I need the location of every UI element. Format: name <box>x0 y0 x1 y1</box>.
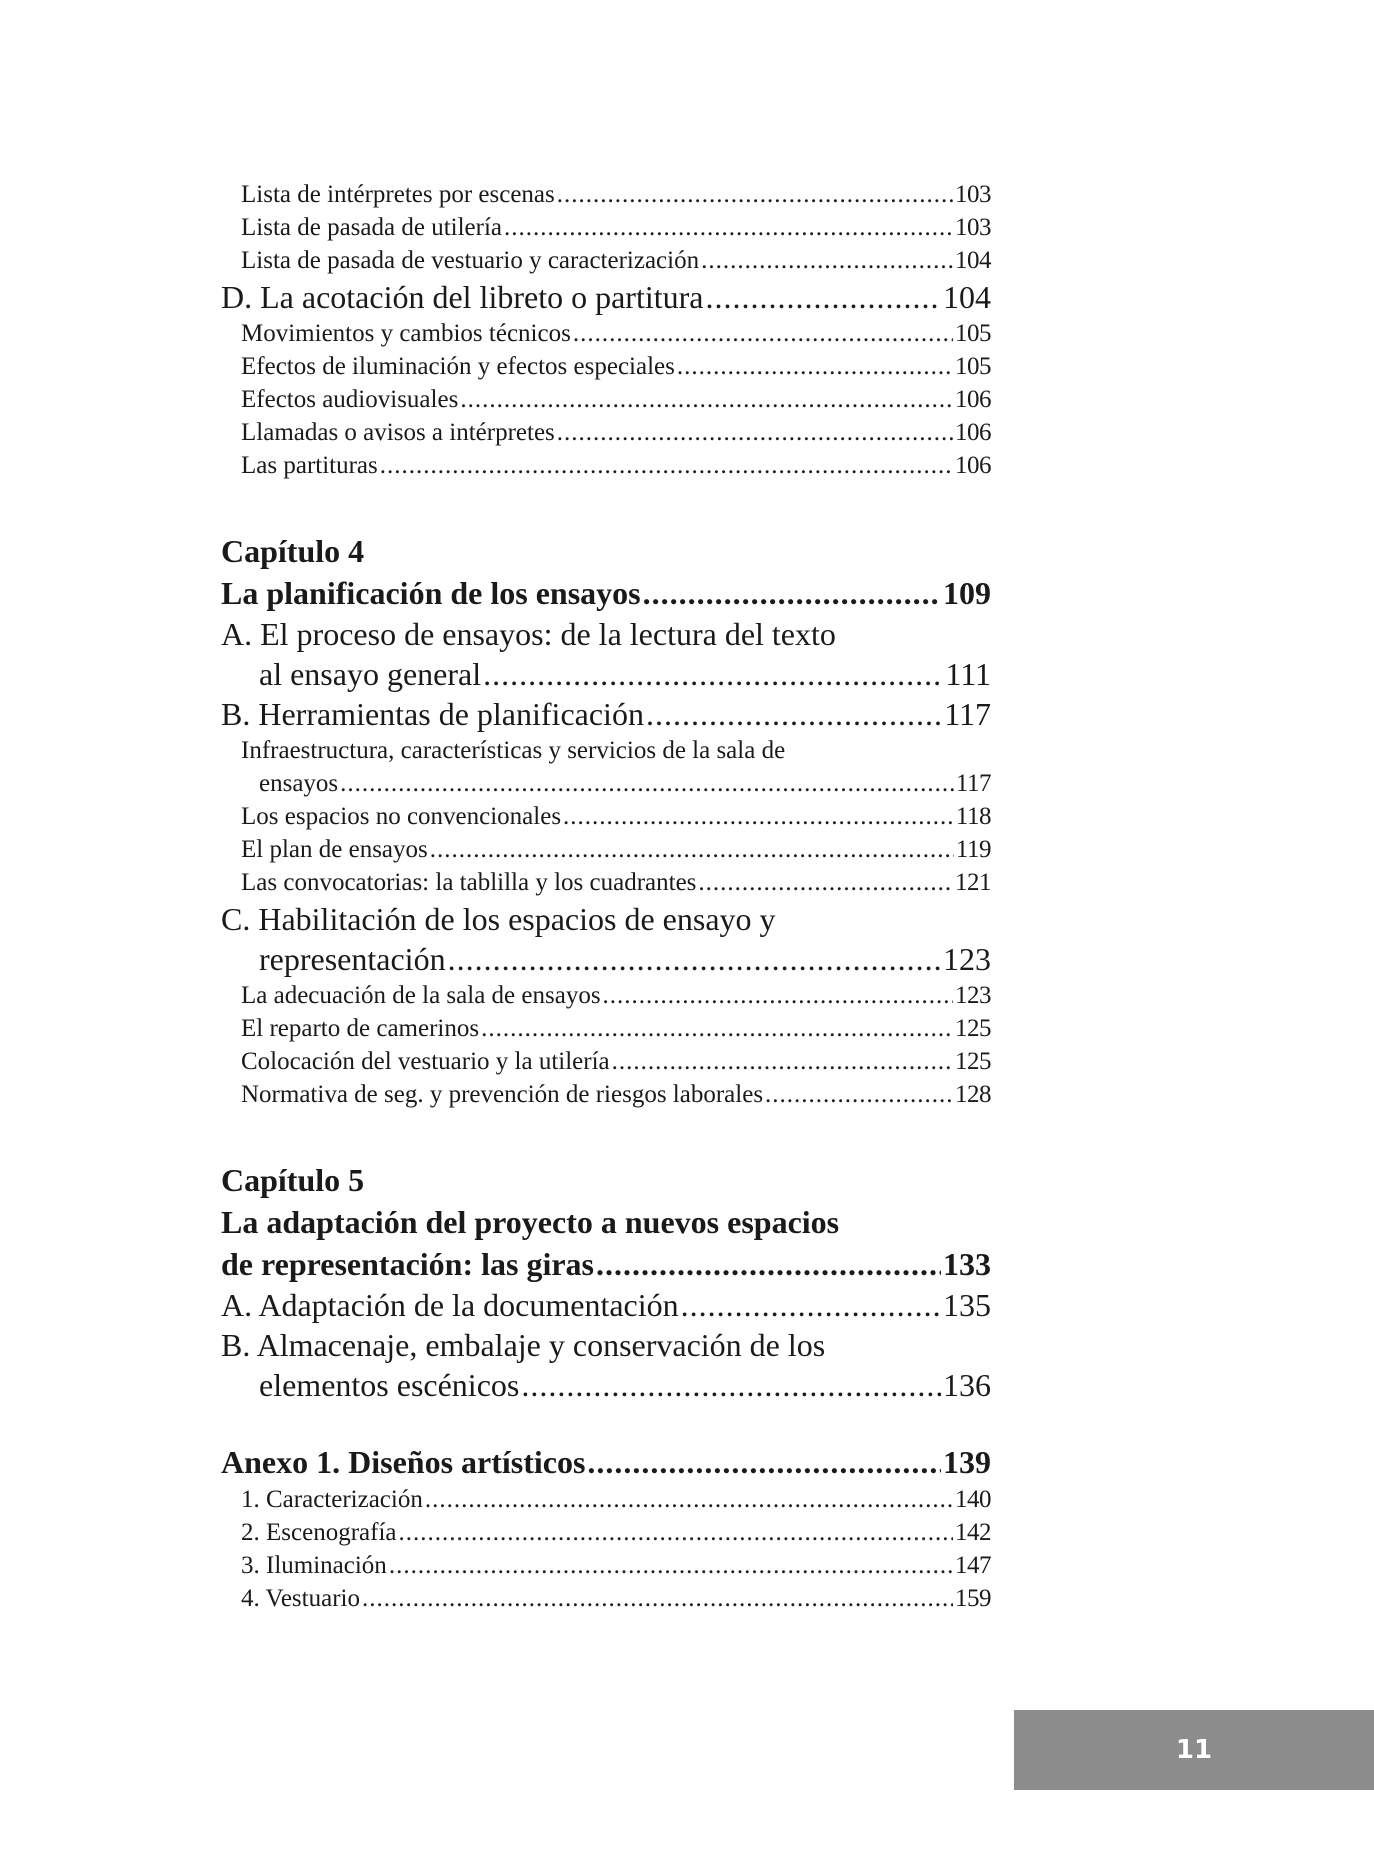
toc-entry-label: La adecuación de la sala de ensayos <box>241 982 601 1009</box>
dot-leader <box>481 1012 953 1045</box>
toc-entry-page: 105 <box>955 320 991 347</box>
dot-leader <box>557 178 953 211</box>
toc-entry-page: 125 <box>955 1015 991 1042</box>
chapter-title: de representación: las giras <box>221 1246 594 1282</box>
toc-entry-label: Lista de intérpretes por escenas <box>241 181 555 208</box>
dot-leader <box>681 1285 941 1325</box>
toc-entry-label: 1. Caracterización <box>241 1486 423 1513</box>
toc-section-label: A. Adaptación de la documentación <box>221 1287 679 1323</box>
dot-leader <box>425 1483 953 1516</box>
toc-entry-page: 105 <box>955 353 991 380</box>
toc-entry-label: Normativa de seg. y prevención de riesgos laborales <box>241 1081 764 1108</box>
toc-section-entry[interactable] <box>221 1365 991 1405</box>
toc-section-entry[interactable] <box>221 694 991 734</box>
toc-section-label: B. Herramientas de planificación <box>221 696 644 732</box>
toc-section-label: D. La acotación del libreto o partitura <box>221 279 704 315</box>
toc-entry[interactable] <box>221 317 991 350</box>
toc-entry[interactable] <box>221 211 991 244</box>
toc-section-label: representación <box>259 941 446 977</box>
annex-title: Anexo 1. Diseños artísticos <box>221 1444 586 1480</box>
toc-entry-page: 118 <box>955 803 991 830</box>
toc-entry-page: 123 <box>955 982 991 1009</box>
spacer <box>221 1405 991 1441</box>
toc-entry-label: Lista de pasada de vestuario y caracterización <box>241 247 700 274</box>
table-of-contents <box>221 178 991 1615</box>
toc-entry[interactable] <box>221 1045 991 1078</box>
toc-entry-label: 3. Iluminación <box>241 1552 387 1579</box>
toc-entry[interactable] <box>221 416 991 449</box>
toc-entry[interactable] <box>221 800 991 833</box>
dot-leader <box>557 416 953 449</box>
toc-entry-page: 106 <box>955 419 991 446</box>
toc-entry-label: Los espacios no convencionales <box>241 803 562 830</box>
toc-entry[interactable] <box>221 1549 991 1582</box>
dot-leader <box>563 800 954 833</box>
dot-leader <box>701 244 953 277</box>
toc-entry-page: 117 <box>955 770 991 797</box>
dot-leader <box>596 1243 941 1285</box>
toc-entry-page: 119 <box>955 836 991 863</box>
toc-entry[interactable] <box>221 383 991 416</box>
toc-entry[interactable] <box>221 767 991 800</box>
toc-section-page: 117 <box>944 696 991 732</box>
toc-entry-page: 121 <box>955 869 991 896</box>
toc-entry-page: 103 <box>955 181 991 208</box>
dot-leader <box>430 833 954 866</box>
dot-leader <box>573 317 953 350</box>
dot-leader <box>460 383 953 416</box>
page-number-badge <box>1014 1710 1374 1790</box>
chapter-title-entry[interactable] <box>221 572 991 614</box>
dot-leader <box>362 1582 953 1615</box>
toc-entry-page: 128 <box>955 1081 991 1108</box>
spacer <box>221 1111 991 1159</box>
toc-section-entry[interactable] <box>221 277 991 317</box>
chapter-title-entry[interactable] <box>221 1243 991 1285</box>
spacer <box>221 482 991 530</box>
dot-leader <box>521 1365 941 1405</box>
toc-section-page: 135 <box>943 1287 991 1323</box>
toc-entry-label: Las convocatorias: la tablilla y los cuadrantes <box>241 869 697 896</box>
toc-section-entry[interactable] <box>221 654 991 694</box>
toc-entry[interactable] <box>221 1483 991 1516</box>
dot-leader <box>483 654 943 694</box>
toc-entry[interactable] <box>221 350 991 383</box>
toc-entry-page: 106 <box>955 452 991 479</box>
toc-entry-page: 125 <box>955 1048 991 1075</box>
annex-title-entry[interactable] <box>221 1441 991 1483</box>
toc-entry[interactable] <box>221 1012 991 1045</box>
toc-entry[interactable] <box>221 1078 991 1111</box>
toc-section-label[interactable]: B. Almacenaje, embalaje y conservación de los <box>221 1327 826 1363</box>
toc-entry-label: El plan de ensayos <box>241 836 428 863</box>
dot-leader <box>340 767 954 800</box>
toc-entry[interactable] <box>221 979 991 1012</box>
dot-leader <box>603 979 953 1012</box>
chapter-heading: Capítulo 5 <box>221 1162 365 1198</box>
toc-entry-page: 104 <box>955 247 991 274</box>
toc-entry-label: ensayos <box>259 770 339 797</box>
toc-section-entry[interactable] <box>221 1285 991 1325</box>
dot-leader <box>504 211 953 244</box>
chapter-title: La planificación de los ensayos <box>221 575 641 611</box>
toc-entry-label: 2. Escenografía <box>241 1519 397 1546</box>
dot-leader <box>587 1441 941 1483</box>
toc-entry[interactable] <box>221 449 991 482</box>
dot-leader <box>765 1078 953 1111</box>
chapter-page: 109 <box>943 575 991 611</box>
toc-entry-page: 147 <box>955 1552 991 1579</box>
dot-leader <box>380 449 953 482</box>
toc-entry-label: El reparto de camerinos <box>241 1015 480 1042</box>
toc-section-label[interactable]: C. Habilitación de los espacios de ensayo y <box>221 901 776 937</box>
toc-section-page: 123 <box>943 941 991 977</box>
dot-leader <box>705 277 941 317</box>
toc-entry-page: 103 <box>955 214 991 241</box>
dot-leader <box>698 866 953 899</box>
toc-entry-page: 142 <box>955 1519 991 1546</box>
dot-leader <box>398 1516 953 1549</box>
toc-entry-label: Colocación del vestuario y la utilería <box>241 1048 610 1075</box>
dot-leader <box>677 350 953 383</box>
toc-entry-label: Efectos de iluminación y efectos especiales <box>241 353 675 380</box>
dot-leader <box>643 572 941 614</box>
toc-section-label: elementos escénicos <box>259 1367 520 1403</box>
dot-leader <box>612 1045 953 1078</box>
page-number: 11 <box>1175 1735 1213 1765</box>
chapter-page: 133 <box>943 1246 991 1282</box>
toc-entry-label: Llamadas o avisos a intérpretes <box>241 419 555 446</box>
toc-entry[interactable] <box>221 1582 991 1615</box>
toc-section-label[interactable]: A. El proceso de ensayos: de la lectura del texto <box>221 616 836 652</box>
toc-entry[interactable] <box>221 833 991 866</box>
toc-entry[interactable] <box>221 244 991 277</box>
annex-page: 139 <box>943 1444 991 1480</box>
dot-leader <box>389 1549 953 1582</box>
toc-section-page: 104 <box>943 279 991 315</box>
chapter-heading: Capítulo 4 <box>221 533 365 569</box>
toc-section-entry[interactable] <box>221 939 991 979</box>
dot-leader <box>646 694 942 734</box>
toc-entry-page: 106 <box>955 386 991 413</box>
toc-entry[interactable] <box>221 866 991 899</box>
toc-section-page: 111 <box>945 656 991 692</box>
toc-entry-page: 159 <box>955 1585 991 1612</box>
toc-entry[interactable] <box>221 178 991 211</box>
toc-section-label: al ensayo general <box>259 656 482 692</box>
toc-section-page: 136 <box>943 1367 991 1403</box>
toc-entry-page: 140 <box>955 1486 991 1513</box>
dot-leader <box>448 939 941 979</box>
toc-entry-label: Las partituras <box>241 452 378 479</box>
chapter-title[interactable]: La adaptación del proyecto a nuevos espacios <box>221 1204 840 1240</box>
toc-entry[interactable] <box>221 1516 991 1549</box>
toc-entry-label[interactable]: Infraestructura, características y servicios de la sala de <box>241 737 786 764</box>
toc-entry-label: Movimientos y cambios técnicos <box>241 320 571 347</box>
toc-entry-label: 4. Vestuario <box>241 1585 360 1612</box>
toc-entry-label: Efectos audiovisuales <box>241 386 459 413</box>
toc-entry-label: Lista de pasada de utilería <box>241 214 502 241</box>
